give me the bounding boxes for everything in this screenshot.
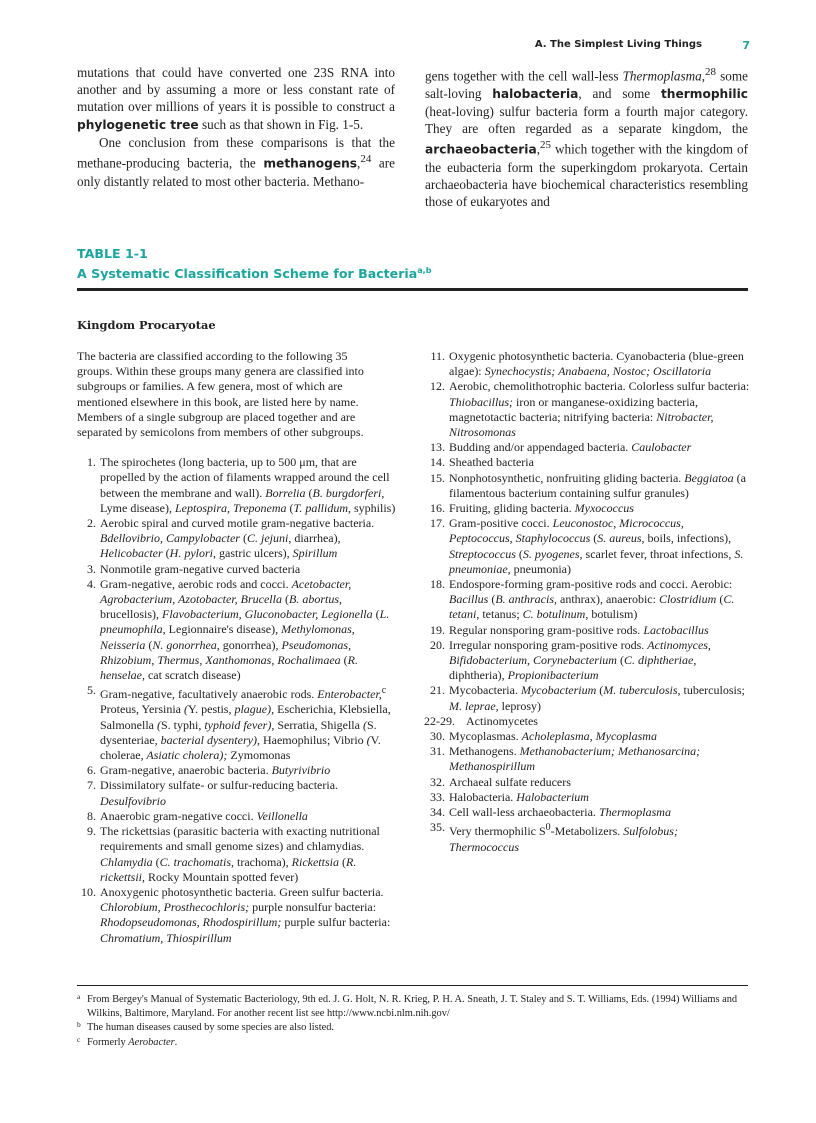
group-number: 16. — [430, 501, 445, 516]
group-item: 33. Halobacteria. Halobacterium — [426, 790, 750, 805]
group-item: 30. Mycoplasmas. Acholeplasma, Mycoplasma — [426, 729, 750, 744]
group-item: 19. Regular nonsporing gram-positive rods. Lactobacillus — [426, 623, 750, 638]
footnotes — [77, 993, 749, 1050]
group-number: 1. — [87, 455, 96, 470]
group-item: 17. Gram-positive cocci. Leuconostoc, Micrococcus, Peptococcus, Staphylococcus (S. aureus, boils, infections), Streptococcus (S. pyogenes, scarlet fever, throat infections, S. pneumoniae, pneumonia) — [426, 516, 750, 577]
group-number: 19. — [430, 622, 445, 637]
group-number: 11. — [430, 349, 445, 363]
term-archaeobacteria: archaeobacteria — [425, 142, 537, 157]
group-item: 6. Gram-negative, anaerobic bacteria. Butyrivibrio — [77, 763, 397, 778]
group-number: 6. — [87, 763, 96, 778]
group-number: 35. — [430, 820, 445, 835]
group-item: 8. Anaerobic gram-negative cocci. Veillonella — [77, 809, 397, 824]
group-number: 5. — [87, 683, 96, 698]
group-item: 15. Nonphotosynthetic, nonfruiting gliding bacteria. Beggiatoa (a filamentous bacterium containing sulfur granules) — [426, 471, 750, 501]
group-item: 20. Irregular nonsporing gram-positive rods. Actinomyces, Bifidobacterium, Corynebacterium (C. diphtheriae, diphtheria), Propionibacterium — [426, 638, 750, 684]
group-item: 14. Sheathed bacteria — [426, 455, 750, 470]
running-header-title: A. The Simplest Living Things — [534, 39, 702, 50]
kingdom-heading: Kingdom Procaryotae — [77, 318, 216, 332]
group-list-left — [77, 455, 397, 946]
group-number: 14. — [430, 455, 445, 470]
group-number: 20. — [430, 637, 445, 652]
group-number: 10. — [81, 884, 96, 899]
intro-paragraph-1: mutations that could have converted one 23S RNA into another and by assuming a more or less constant rate of mutation over millions of years it is possible to construct a phylogenetic tree such as that shown in Fig. 1-5. — [77, 65, 395, 132]
group-number: 3. — [87, 561, 96, 576]
group-number: 9. — [87, 824, 96, 839]
group-item: 18. Endospore-forming gram-positive rods and cocci. Aerobic: Bacillus (B. anthracis, anthrax), anaerobic: Clostridium (C. tetani, tetanus; C. botulinum, botulism) — [426, 577, 750, 623]
group-item: 21. Mycobacteria. Mycobacterium (M. tuberculosis, tuberculosis; M. leprae, leprosy) — [426, 683, 750, 713]
group-item: 22-29. Actinomycetes — [424, 713, 538, 728]
group-item: 4. Gram-negative, aerobic rods and cocci. Acetobacter, Agrobacterium, Azotobacter, Brucella (B. abortus, brucellosis), Flavobacterium, Gluconobacter, Legionella (L. pneumophila, Legionnaire's disease), Methylomonas, Neisseria (N. gonorrhea, gonorrhea), Pseudomonas, Rhizobium, Thermus, Xanthomonas, Rochalimaea (R. henselae, cat scratch disease) — [77, 577, 397, 683]
group-item: 2. Aerobic spiral and curved motile gram-negative bacteria. Bdellovibrio, Campylobacter (C. jejuni, diarrhea), Helicobacter (H. pylori, gastric ulcers), Spirillum — [77, 516, 397, 562]
group-number: 22-29. — [424, 713, 455, 728]
intro-paragraph-3: gens together with the cell wall-less Thermoplasma,$^{28}$ some salt-loving halobacteria, and some thermophilic (heat-loving) sulfur bacteria form a fourth major category. They are often regarded as a separate kingdom, the archaeobacteria,$^{25}$ which together with the kingdom of the eubacteria form the superkingdom prokaryota. Certain archaeobacteria have biochemical characteristics resembling those of eukaryotes and — [425, 66, 748, 210]
group-item: 7. Dissimilatory sulfate- or sulfur-reducing bacteria. Desulfovibrio — [77, 778, 397, 808]
footnote-c: c Formerly Aerobacter. — [77, 1034, 178, 1048]
intro-column-left — [77, 64, 395, 190]
group-item: 34. Cell wall-less archaeobacteria. Thermoplasma — [426, 805, 750, 820]
term-halobacteria: halobacteria — [492, 86, 579, 101]
page-number: 7 — [742, 39, 750, 52]
group-number: 4. — [87, 576, 96, 591]
group-number: 8. — [87, 808, 96, 823]
intro-paragraph-2: One conclusion from these comparisons is that the methane-producing bacteria, the methanogens,$^{24}$ are only distantly related to most other bacteria. Methano- — [77, 134, 395, 189]
term-methanogens: methanogens — [263, 156, 358, 171]
group-item: 32. Archaeal sulfate reducers — [426, 775, 750, 790]
group-item: 35. Very thermophilic $S^0$-Metabolizers. Sulfolobus; Thermococcus — [426, 820, 750, 854]
footnote-rule — [77, 985, 748, 986]
group-item: 3. Nonmotile gram-negative curved bacteria — [77, 562, 397, 577]
group-number: 32. — [430, 774, 445, 789]
footnote-a: a From Bergey's Manual of Systematic Bacteriology, 9th ed. J. G. Holt, N. R. Krieg, P. H. A. Sneath, J. T. Staley and S. T. Williams, Eds. (1994) Williams and Wilkins, Baltimore, Maryland. For another recent list see http://www.ncbi.nlm.nih.gov/ — [77, 992, 738, 1020]
group-number: 34. — [430, 805, 445, 820]
group-number: 31. — [430, 744, 445, 759]
group-number: 13. — [430, 440, 445, 455]
group-number: 17. — [430, 516, 445, 531]
citation-25: 25 — [539, 139, 551, 152]
group-number: 15. — [430, 470, 445, 485]
term-thermophilic: thermophilic — [660, 86, 748, 101]
group-number: 2. — [87, 516, 96, 531]
group-item: 31. Methanogens. Methanobacterium; Methanosarcina; Methanospirillum — [426, 744, 750, 774]
group-item: 5. Gram-negative, facultatively anaerobic rods. Enterobacter,$^c$ Proteus, Yersinia (Y. pestis, plague), Escherichia, Klebsiella, Salmonella (S. typhi, typhoid fever), Serratia, Shigella (S. dysenteriae, bacterial dysentery), Haemophilus; Vibrio (V. cholerae, Asiatic cholera); Zymomonas — [77, 683, 397, 763]
group-number: 12. — [430, 379, 445, 394]
table-description: The bacteria are classified according to the following 35 groups. Within these groups many genera are classified into subgroups or families. A few genera, most of which are mentioned elsewhere in this book, are listed here by name. Members of a single subgroup are placed together and are separated by semicolons from members of other subgroups. — [77, 349, 364, 440]
table-column-right — [426, 349, 750, 855]
group-item: 12. Aerobic, chemolithotrophic bacteria. Colorless sulfur bacteria: Thiobacillus; iron or manganese-oxidizing bacteria, magnetotactic bacteria; nitrifying bacteria: Nitrobacter, Nitrosomonas — [426, 379, 750, 440]
group-number: 30. — [430, 729, 445, 744]
group-item: 10. Anoxygenic photosynthetic bacteria. Green sulfur bacteria. Chlorobium, Prosthecochloris; purple nonsulfur bacteria: Rhodopseudomonas, Rhodospirillum; purple sulfur bacteria: Chromatium, Thiospirillum — [77, 885, 397, 946]
table-title: A Systematic Classification Scheme for Bacteria$^{a,b}$ — [77, 266, 432, 282]
table-number: TABLE 1-1 — [77, 246, 148, 261]
table-column-left — [77, 349, 397, 946]
group-item: 16. Fruiting, gliding bacteria. Myxococcus — [426, 501, 750, 516]
group-item: 9. The rickettsias (parasitic bacteria with exacting nutritional requirements and small genome sizes) and chlamydias. Chlamydia (C. trachomatis, trachoma), Rickettsia (R. rickettsii, Rocky Mountain spotted fever) — [77, 824, 397, 885]
term-phylogenetic-tree: phylogenetic tree — [77, 117, 199, 132]
group-list-right — [426, 349, 750, 855]
citation-28: 28 — [705, 66, 717, 78]
intro-column-right — [425, 64, 748, 210]
group-item: 11. Oxygenic photosynthetic bacteria. Cyanobacteria (blue-green algae): Synechocystis; Anabaena, Nostoc; Oscillatoria — [426, 349, 750, 379]
group-item: 1. The spirochetes (long bacteria, up to 500 μm, that are propelled by the action of filaments wrapped around the cell between the membrane and wall). Borrelia (B. burgdorferi, Lyme disease), Leptospira, Treponema (T. pallidum, syphilis) — [77, 455, 397, 516]
running-header — [0, 39, 816, 55]
group-item: 13. Budding and/or appendaged bacteria. Caulobacter — [426, 440, 750, 455]
table-caption — [77, 245, 431, 282]
group-number: 18. — [430, 577, 445, 592]
citation-24: 24 — [360, 153, 372, 166]
group-number: 33. — [430, 789, 445, 804]
group-number: 21. — [430, 683, 445, 698]
group-number: 7. — [87, 778, 96, 793]
table-top-rule — [77, 288, 748, 291]
footnote-b: b The human diseases caused by some species are also listed. — [77, 1020, 334, 1034]
